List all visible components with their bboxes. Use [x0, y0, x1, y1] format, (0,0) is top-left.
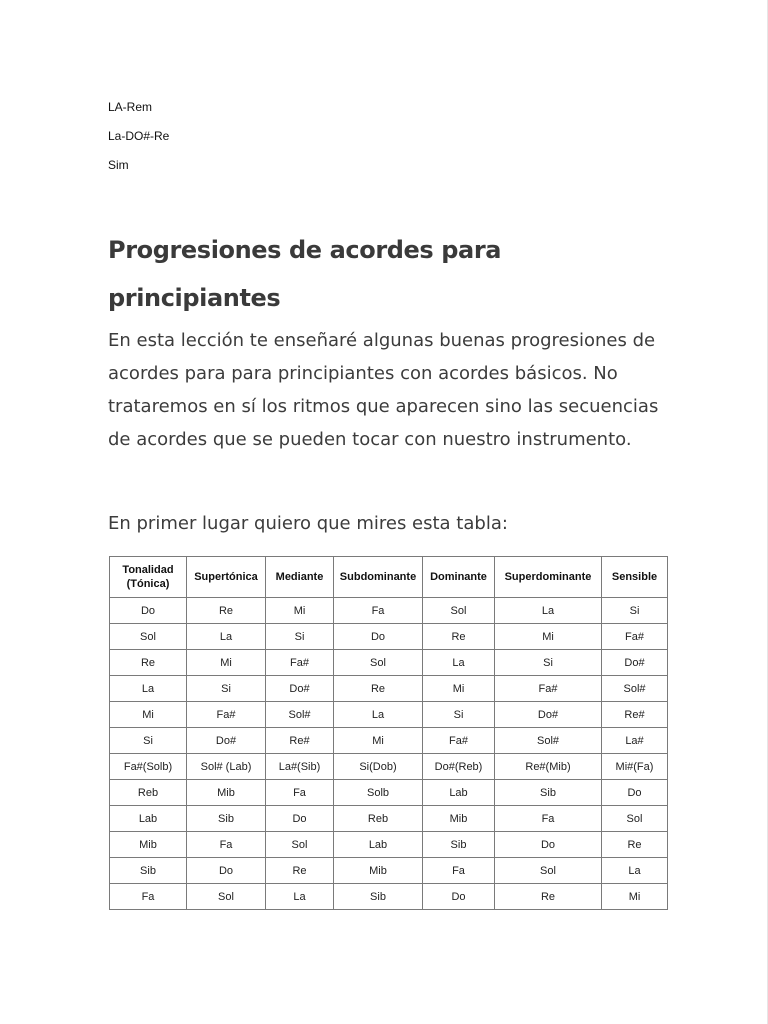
header-sensible: Sensible: [602, 557, 668, 598]
table-row: [110, 676, 668, 702]
table-body: [110, 598, 668, 910]
table-row: [110, 598, 668, 624]
table-cell: Do#: [266, 676, 334, 702]
table-cell: Si: [495, 650, 602, 676]
table-cell: Lab: [110, 806, 187, 832]
table-cell: Re#(Mib): [495, 754, 602, 780]
table-cell: La: [495, 598, 602, 624]
table-cell: Mi: [110, 702, 187, 728]
table-cell: Sib: [110, 858, 187, 884]
table-cell: Fa: [495, 806, 602, 832]
table-row: [110, 728, 668, 754]
table-row: [110, 702, 668, 728]
table-cell: Mi: [495, 624, 602, 650]
table-cell: Sol# (Lab): [187, 754, 266, 780]
table-cell: Mi: [423, 676, 495, 702]
table-cell: La: [187, 624, 266, 650]
table-row: [110, 650, 668, 676]
table-cell: Fa#: [187, 702, 266, 728]
table-row: [110, 780, 668, 806]
table-cell: Do: [423, 884, 495, 910]
chord-note-line: Sim: [108, 158, 129, 172]
table-cell: Sol#: [495, 728, 602, 754]
table-cell: Fa#: [602, 624, 668, 650]
table-cell: Mi: [334, 728, 423, 754]
table-header-row: [110, 557, 668, 598]
chord-note-line: LA-Rem: [108, 100, 153, 114]
table-cell: Sol: [602, 806, 668, 832]
table-cell: Do: [110, 598, 187, 624]
table-cell: Do: [334, 624, 423, 650]
table-cell: Do#(Reb): [423, 754, 495, 780]
table-cell: La: [110, 676, 187, 702]
table-intro: En primer lugar quiero que mires esta tabla:: [108, 513, 508, 534]
table-cell: Si(Dob): [334, 754, 423, 780]
table-cell: Si: [187, 676, 266, 702]
table-cell: Fa: [110, 884, 187, 910]
table-cell: Do: [602, 780, 668, 806]
table-cell: Fa: [187, 832, 266, 858]
table-cell: Do#: [187, 728, 266, 754]
table-cell: Reb: [110, 780, 187, 806]
table-cell: Sol: [266, 832, 334, 858]
table-cell: Sol: [110, 624, 187, 650]
table-cell: Sol: [334, 650, 423, 676]
table-cell: Si: [602, 598, 668, 624]
table-cell: Sib: [334, 884, 423, 910]
table-cell: Mi#(Fa): [602, 754, 668, 780]
header-dominante: Dominante: [423, 557, 495, 598]
table-cell: Sib: [187, 806, 266, 832]
table-cell: Re: [110, 650, 187, 676]
table-cell: Do#: [602, 650, 668, 676]
table-row: [110, 832, 668, 858]
table-row: [110, 806, 668, 832]
table-cell: La: [266, 884, 334, 910]
table-cell: Fa: [423, 858, 495, 884]
table-cell: Sib: [495, 780, 602, 806]
table-cell: Sol: [495, 858, 602, 884]
table-cell: Mib: [110, 832, 187, 858]
table-row: [110, 624, 668, 650]
header-supertonica: Supertónica: [187, 557, 266, 598]
table-cell: Mi: [187, 650, 266, 676]
table-cell: Re#: [266, 728, 334, 754]
table-cell: Sol#: [602, 676, 668, 702]
table-cell: La#(Sib): [266, 754, 334, 780]
chord-note-line: La-DO#-Re: [108, 129, 170, 143]
table-cell: Do: [266, 806, 334, 832]
table-cell: Mib: [187, 780, 266, 806]
table-cell: Mi: [602, 884, 668, 910]
header-subdominante: Subdominante: [334, 557, 423, 598]
table-cell: Sol#: [266, 702, 334, 728]
header-tonalidad: Tonalidad (Tónica): [110, 557, 187, 598]
table-cell: Solb: [334, 780, 423, 806]
table-cell: Re: [423, 624, 495, 650]
table-cell: Si: [266, 624, 334, 650]
table-cell: Fa: [334, 598, 423, 624]
header-mediante: Mediante: [266, 557, 334, 598]
lesson-paragraph: En esta lección te enseñaré algunas buenas progresiones de acordes para para principiantes con acordes básicos. No trataremos en sí los ritmos que aparecen sino las secuencias de acordes que se pueden tocar con nuestro instrumento.: [108, 330, 659, 450]
table-cell: Mib: [423, 806, 495, 832]
table-cell: Sol: [423, 598, 495, 624]
table-cell: Re: [495, 884, 602, 910]
table-cell: La: [602, 858, 668, 884]
table-cell: Si: [110, 728, 187, 754]
table-cell: Lab: [423, 780, 495, 806]
table-cell: Mi: [266, 598, 334, 624]
header-superdominante: Superdominante: [495, 557, 602, 598]
table-cell: Re: [334, 676, 423, 702]
table-cell: La: [334, 702, 423, 728]
table-cell: Fa#: [495, 676, 602, 702]
chord-notes: [108, 99, 169, 186]
table-cell: Re#: [602, 702, 668, 728]
table-cell: Do: [187, 858, 266, 884]
table-row: [110, 884, 668, 910]
table-cell: Fa: [266, 780, 334, 806]
table-cell: Fa#(Solb): [110, 754, 187, 780]
table-cell: Sol: [187, 884, 266, 910]
table-cell: Fa#: [266, 650, 334, 676]
table-cell: Do: [495, 832, 602, 858]
table-cell: La: [423, 650, 495, 676]
table-cell: La#: [602, 728, 668, 754]
table-cell: Re: [266, 858, 334, 884]
table-cell: Lab: [334, 832, 423, 858]
table-cell: Si: [423, 702, 495, 728]
table-cell: Sib: [423, 832, 495, 858]
table-row: [110, 858, 668, 884]
table-cell: Reb: [334, 806, 423, 832]
table-row: [110, 754, 668, 780]
table-cell: Do#: [495, 702, 602, 728]
section-heading: Progresiones de acordes para principiantes: [108, 236, 502, 312]
table-cell: Fa#: [423, 728, 495, 754]
table-cell: Re: [187, 598, 266, 624]
chord-degree-table: [109, 556, 668, 910]
table-cell: Mib: [334, 858, 423, 884]
table-cell: Re: [602, 832, 668, 858]
